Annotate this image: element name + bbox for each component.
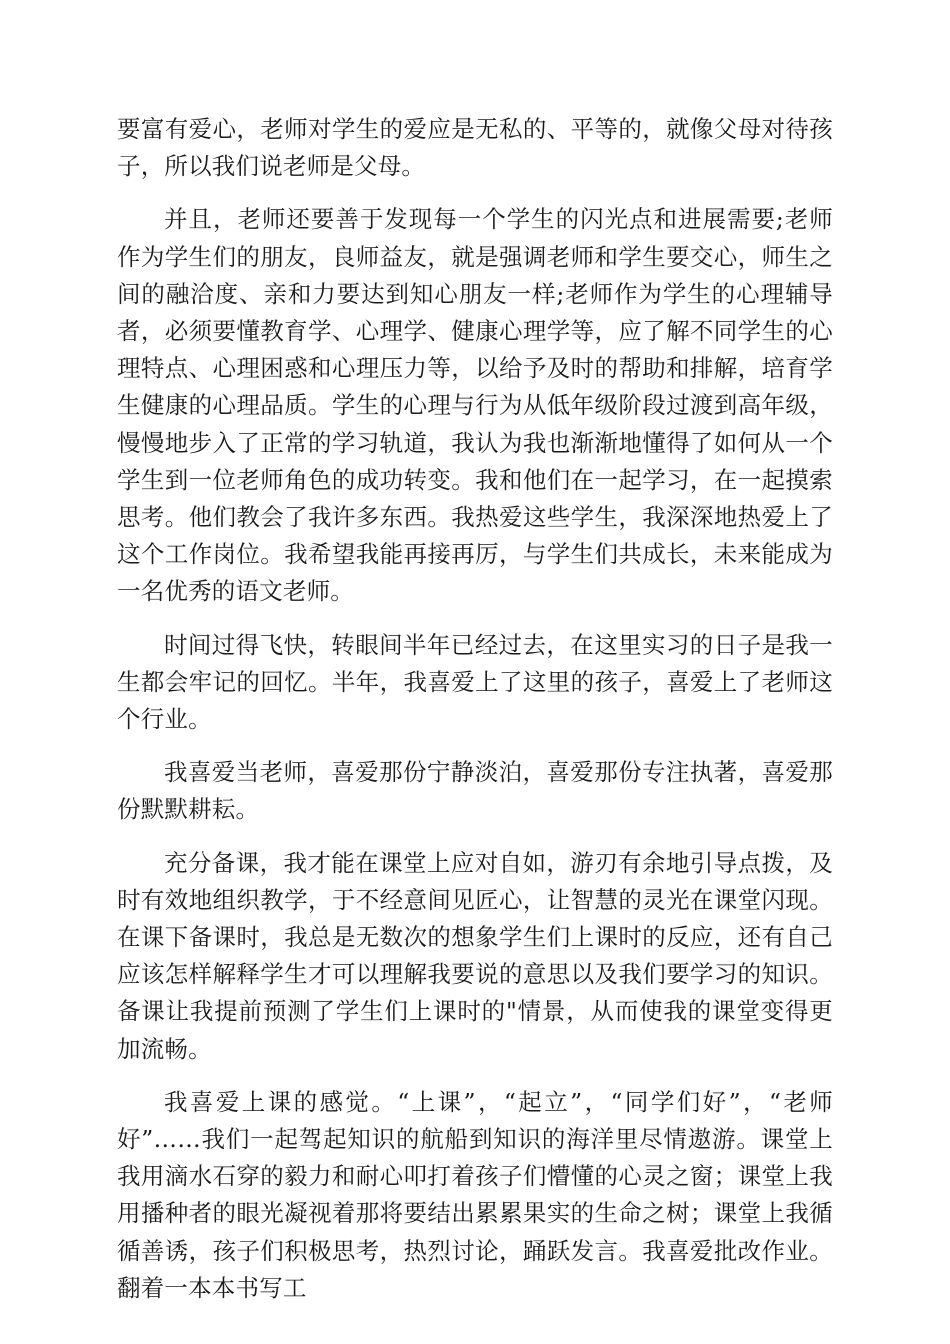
document-page [117,111,833,1323]
paragraph-5: 充分备课，我才能在课堂上应对自如，游刃有余地引导点拨，及时有效地组织教学，于不经意间见匠心，让智慧的灵光在课堂闪现。在课下备课时，我总是无数次的想象学生们上课时的反应，还有自己应该怎样解释学生才可以理解我要说的意思以及我们要学习的知识。备课让我提前预测了学生们上课时的"情景，从而使我的课堂变得更加流畅。 [117,848,833,1063]
paragraph-4: 我喜爱当老师，喜爱那份宁静淡泊，喜爱那份专注执著，喜爱那份默默耕耘。 [117,758,833,824]
paragraph-2: 并且，老师还要善于发现每一个学生的闪光点和进展需要;老师作为学生们的朋友，良师益友，就是强调老师和学生要交心，师生之间的融洽度、亲和力要达到知心朋友一样;老师作为学生的心理辅导者，必须要懂教育学、心理学、健康心理学等，应了解不同学生的心理特点、心理困惑和心理压力等，以给予及时的帮助和排解，培育学生健康的心理品质。学生的心理与行为从低年级阶段过渡到高年级，慢慢地步入了正常的学习轨道，我认为我也渐渐地懂得了如何从一个学生到一位老师角色的成功转变。我和他们在一起学习，在一起摸索思考。他们教会了我许多东西。我热爱这些学生，我深深地热爱上了这个工作岗位。我希望我能再接再厉，与学生们共成长，未来能成为一名优秀的语文老师。 [117,205,833,606]
paragraph-6: 我喜爱上课的感觉。“上课”，“起立”，“同学们好”，“老师好”……我们一起驾起知识的航船到知识的海洋里尽情遨游。课堂上我用滴水石穿的毅力和耐心叩打着孩子们懵懂的心灵之窗；课堂上我用播种者的眼光凝视着那将要结出累累果实的生命之树；课堂上我循循善诱，孩子们积极思考，热烈讨论，踊跃发言。我喜爱批改作业。翻着一本本书写工 [117,1087,833,1302]
paragraph-1: 要富有爱心，老师对学生的爱应是无私的、平等的，就像父母对待孩子，所以我们说老师是父母。 [117,115,833,181]
paragraph-3: 时间过得飞快，转眼间半年已经过去，在这里实习的日子是我一生都会牢记的回忆。半年，我喜爱上了这里的孩子，喜爱上了老师这个行业。 [117,630,833,734]
